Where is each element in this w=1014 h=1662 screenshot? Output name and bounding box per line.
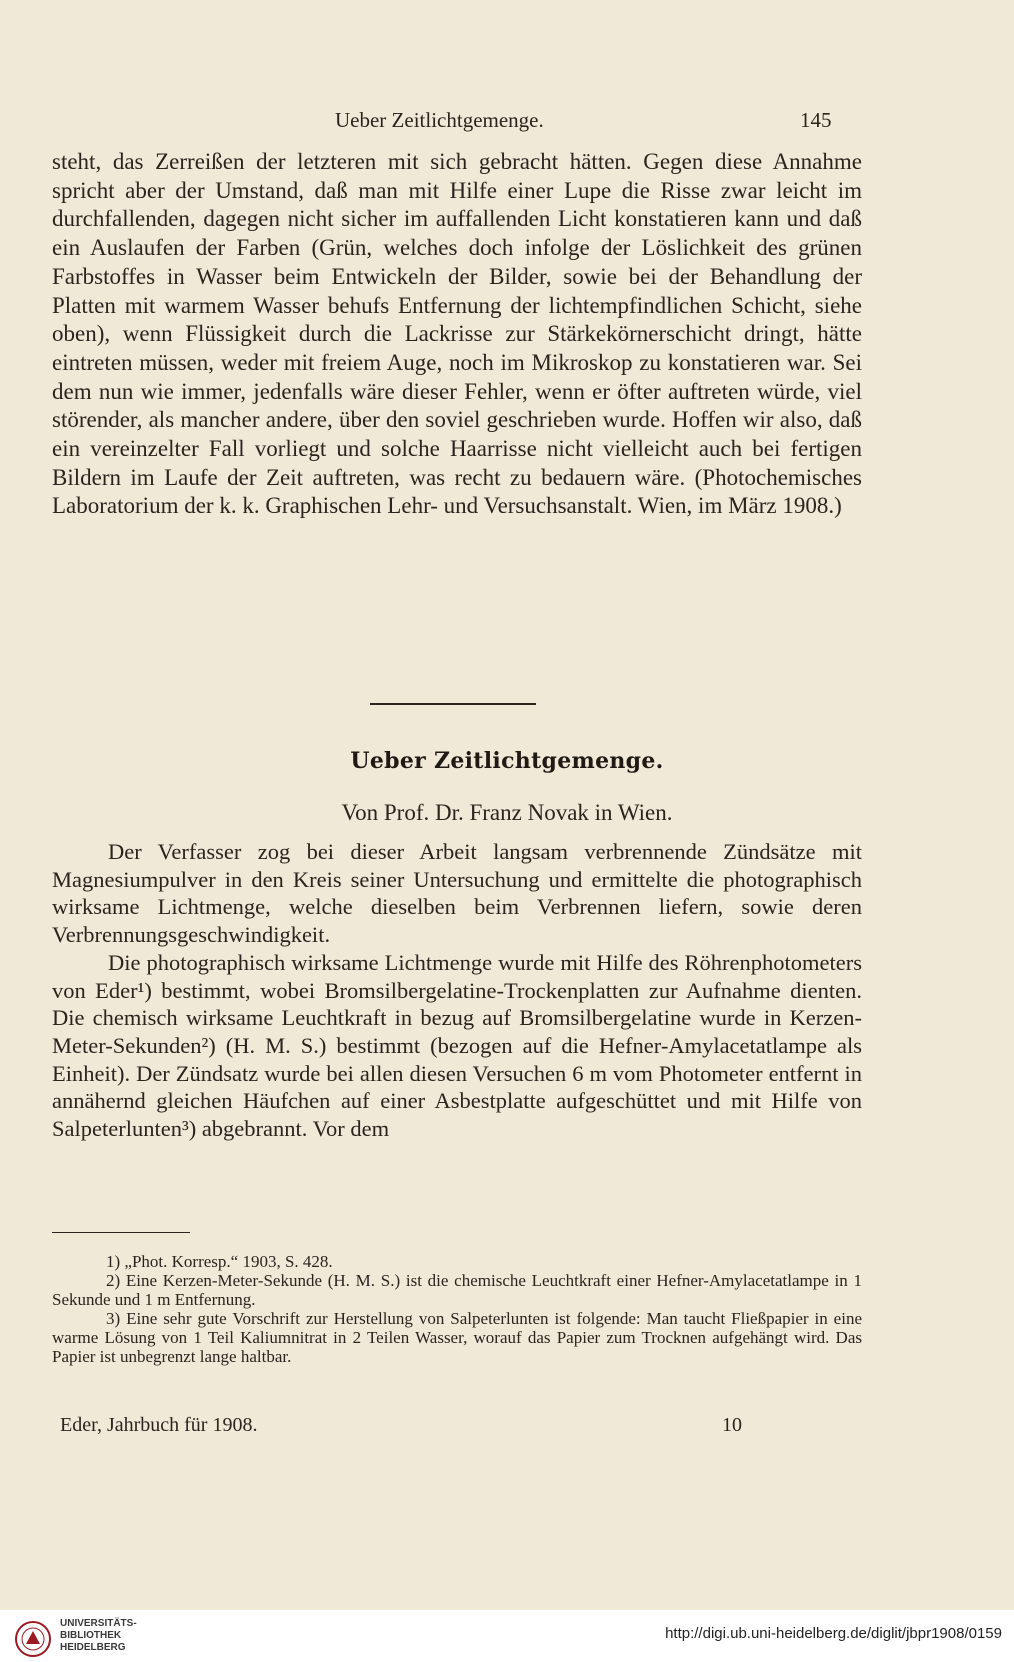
signature-number: 10	[722, 1414, 742, 1436]
footnotes	[52, 1252, 862, 1366]
footnote-2: 2) Eine Kerzen-Meter-Sekunde (H. M. S.) ist die chemische Leuchtkraft einer Hefner-Amylacetatlampe in 1 Sekunde und 1 m Entfernung.	[52, 1271, 862, 1309]
library-name	[60, 1618, 137, 1654]
signature-source: Eder, Jahrbuch für 1908.	[60, 1414, 258, 1436]
library-line-2: BIBLIOTHEK	[60, 1630, 122, 1641]
footnote-rule	[52, 1232, 190, 1233]
continuation-text: steht, das Zerreißen der letzteren mit sich gebracht hätten. Gegen diese Annahme spricht aber der Umstand, daß man mit Hilfe einer Lupe die Risse zwar leicht im durchfallenden, dagegen nicht sicher im auffallenden Licht konstatieren kann und daß ein Auslaufen der Farben (Grün, welches doch infolge der Löslichkeit des grünen Farbstoffes in Wasser beim Entwickeln der Bilder, sowie bei der Behandlung der Platten mit warmem Wasser behufs Entfernung der lichtempfindlichen Schicht, siehe oben), wenn Flüssigkeit durch die Lackrisse zur Stärkekörnerschicht dringt, hätte eintreten müssen, weder mit freiem Auge, noch im Mikroskop zu konstatieren war. Sei dem nun wie immer, jedenfalls wäre dieser Fehler, wenn er öfter auftreten würde, viel störender, als mancher andere, über den soviel geschrieben wurde. Hoffen wir also, daß ein vereinzelter Fall vorliegt und solche Haarrisse nicht vielleicht auch bei fertigen Bildern im Laufe der Zeit auftreten, was recht zu bedauern wäre. (Photochemisches Laboratorium der k. k. Graphischen Lehr- und Versuchsanstalt. Wien, im März 1908.)	[52, 149, 862, 519]
section-divider	[370, 703, 536, 705]
permalink-url[interactable]: http://digi.ub.uni-heidelberg.de/diglit/jbpr1908/0159	[665, 1625, 1002, 1642]
library-line-1: UNIVERSITÄTS-	[60, 1618, 137, 1629]
page-number: 145	[800, 108, 832, 132]
article-body	[52, 838, 862, 1143]
university-seal-icon	[14, 1620, 52, 1662]
footnote-1: 1) „Phot. Korresp.“ 1903, S. 428.	[106, 1252, 333, 1271]
library-line-3: HEIDELBERG	[60, 1642, 126, 1653]
footnote-3: 3) Eine sehr gute Vorschrift zur Herstellung von Salpeterlunten ist folgende: Man taucht Fließpapier in eine warme Lösung von 1 Teil Kaliumnitrat in 2 Teilen Wasser, worauf das Papier zum Trocknen aufgehängt wird. Das Papier ist unbegrenzt lange haltbar.	[52, 1309, 862, 1366]
article-paragraph-2: Die photographisch wirksame Lichtmenge wurde mit Hilfe des Röhrenphotometers von Eder¹) bestimmt, wobei Bromsilbergelatine-Trockenplatten zur Aufnahme dienten. Die chemisch wirksame Leuchtkraft in bezug auf Bromsilbergelatine wurde in Kerzen-Meter-Sekunden²) (H. M. S.) bestimmt (bezogen auf die Hefner-Amylacetatlampe als Einheit). Der Zündsatz wurde bei allen diesen Versuchen 6 m vom Photometer entfernt in annähernd gleichen Häufchen auf einer Asbestplatte aufgeschüttet und mit Hilfe von Salpeterlunten³) abgebrannt. Vor dem	[52, 949, 862, 1142]
article-byline: Von Prof. Dr. Franz Novak in Wien.	[341, 800, 673, 825]
article-title: Ueber Zeitlichtgemenge.	[350, 748, 664, 774]
running-head-title: Ueber Zeitlichtgemenge.	[335, 108, 544, 132]
article-paragraph-1: Der Verfasser zog bei dieser Arbeit langsam verbrennende Zündsätze mit Magnesiumpulver in den Kreis seiner Untersuchung und ermittelte die photographisch wirksame Lichtmenge, welche dieselben beim Verbrennen liefern, sowie deren Verbrennungsgeschwindigkeit.	[52, 839, 862, 948]
digitization-footer	[0, 1610, 1014, 1660]
continuation-paragraph	[52, 148, 862, 521]
